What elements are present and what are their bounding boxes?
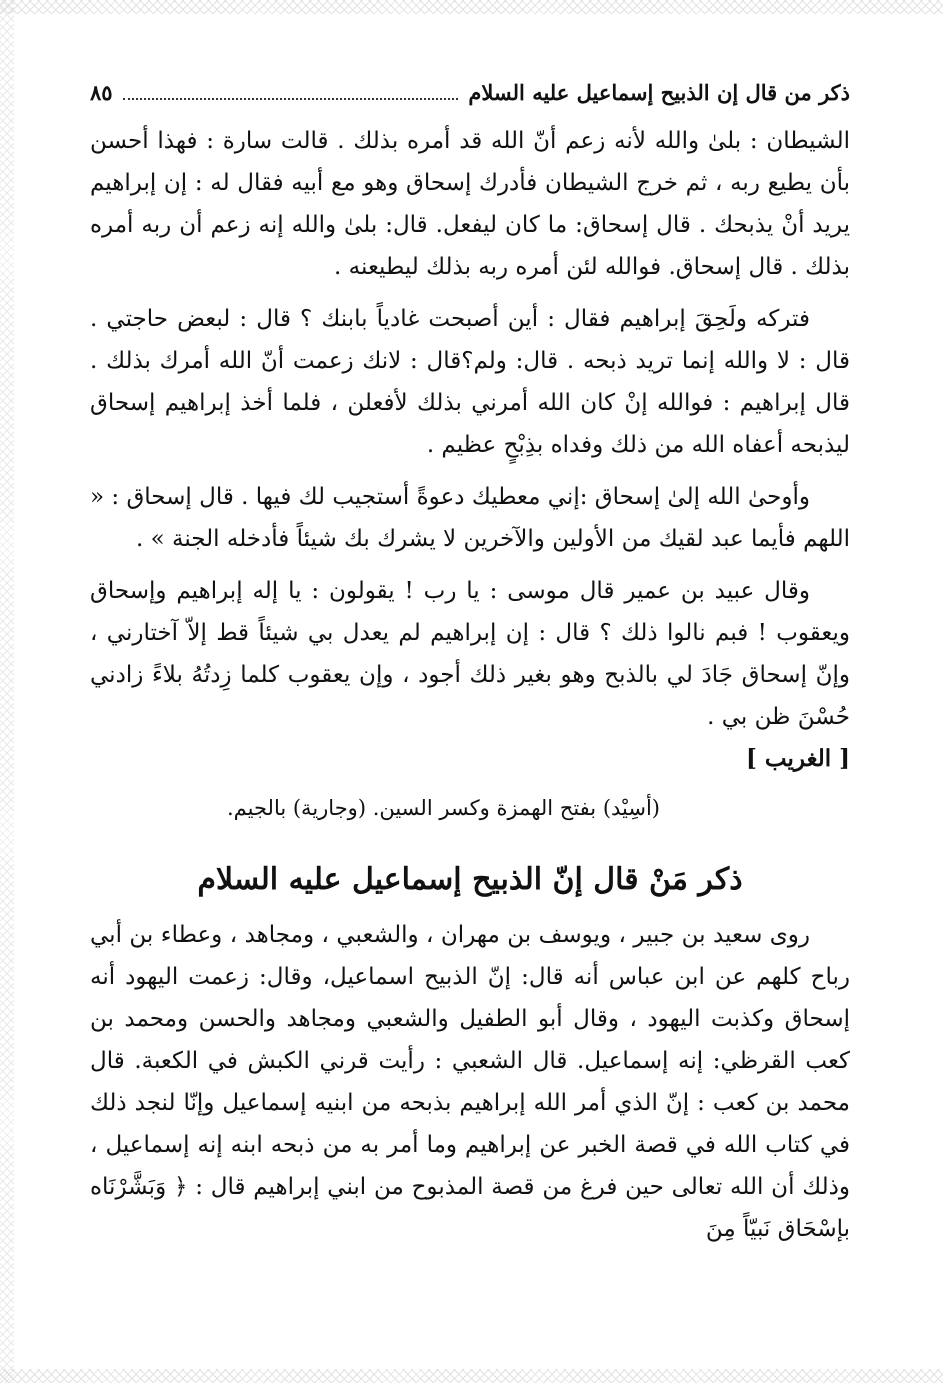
section-heading: ذكر مَنْ قال إنّ الذبيح إسماعيل عليه السلام <box>197 862 743 897</box>
decorative-border-top <box>0 0 943 14</box>
gharib-note: (أسِيْد) بفتح الهمزة وكسر السين. (وجارية) بالجيم. <box>227 796 660 820</box>
gharib-label: [ الغريب ] <box>746 745 850 772</box>
running-header <box>90 80 850 120</box>
decorative-border-left <box>0 0 14 1383</box>
paragraph-abraham-dialogue: فتركه ولَحِقَ إبراهيم فقال : أين أصبحت غادياً بابنك ؟ قال : لبعض حاجتي . قال : لا والله إنما تريد ذبحه . قال: ولم؟قال : لانك زعمت أنّ الله أمرك بذلك . قال إبراهيم : فوالله إنْ كان الله أمرني بذلك لأفعلن ، فلما أخذ إبراهيم إسحاق ليذبحه أعفاه الله من ذلك وفداه بذِبْحٍ عظيم . <box>90 306 850 458</box>
header-dot-leader <box>123 97 459 100</box>
paragraph-satan-dialogue: الشيطان : بلىٰ والله لأنه زعم أنّ الله قد أمره بذلك . قالت سارة : فهذا أحسن بأن يطيع ربه ، ثم خرج الشيطان فأدرك إسحاق وهو مع أبيه فقال له : إن إبراهيم يريد أنْ يذبحك . قال إسحاق: ما كان ليفعل. قال: بلىٰ والله إنه زعم أن ربه أمره بذلك . قال إسحاق. فوالله لئن أمره ربه بذلك ليطيعنه . <box>90 128 850 280</box>
book-page <box>90 80 850 1250</box>
section-paragraph: روى سعيد بن جبير ، ويوسف بن مهران ، والشعبي ، ومجاهد ، وعطاء بن أبي رباح كلهم عن ابن عباس أنه قال: إنّ الذبيح اسماعيل، وقال: زعمت اليهود أنه إسحاق وكذبت اليهود ، وقال أبو الطفيل والشعبي ومجاهد والحسن ومحمد بن كعب القرظي: إنه إسماعيل. قال الشعبي : رأيت قرني الكبش في الكعبة. قال محمد بن كعب : إنّ الذي أمر الله إبراهيم بذبحه من ابنيه إسماعيل وإنّا لنجد ذلك في كتاب الله في قصة الخبر عن إبراهيم وما أمر به من ذبحه ابنه إنه إسماعيل ، وذلك أن الله تعالى حين فرغ من قصة المذبوح من ابني إبراهيم قال : ﴿ وَبَشَّرْنَاه بإسْحَاق نَبيّاً مِنَ <box>90 922 850 1242</box>
decorative-border-bottom <box>0 1369 943 1383</box>
paragraph-isaac-supplication: وأوحىٰ الله إلىٰ إسحاق :إني معطيك دعوةً أستجيب لك فيها . قال إسحاق : « اللهم فأيما عبد لقيك من الأولين والآخرين لا يشرك بك شيئاً فأدخله الجنة » . <box>90 484 850 552</box>
page-number: ٨٥ <box>90 80 113 105</box>
running-header-title: ذكر من قال إن الذبيح إسماعيل عليه السلام <box>468 80 850 105</box>
paragraph-moses-narration: وقال عبيد بن عمير قال موسى : يا رب ! يقولون : يا إله إبراهيم وإسحاق ويعقوب ! فبم نالوا ذلك ؟ قال : إن إبراهيم لم يعدل بي شيئاً قط إلاّ آختارني ، وإنّ إسحاق جَادَ لي بالذبح وهو بغير ذلك أجود ، وإن يعقوب كلما زِدتُهُ بلاءً زادني حُسْنَ ظن بي . <box>90 578 850 730</box>
